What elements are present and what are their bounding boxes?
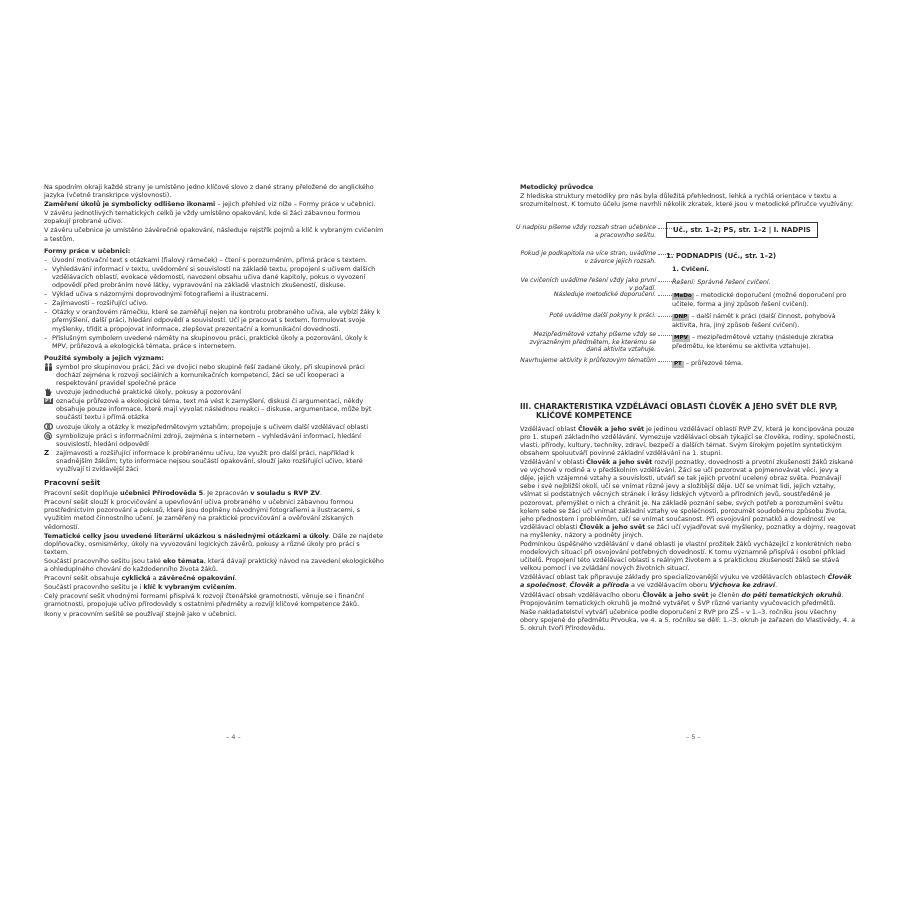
guide-heading: Metodický průvodce xyxy=(520,183,594,191)
list-item: – Příslušným symbolem uvedené náměty na skupinovou práci, praktické úkoly a pozorování, úkoly k MPV, průřezová a ekologická témata, práce s internetem. xyxy=(44,334,384,350)
symbol-row xyxy=(44,449,384,473)
practical-task-icon xyxy=(44,388,56,396)
section-heading: III. CHARAKTERISTIKA VZDĚLÁVACÍ OBLASTI ČLOVĚK A JEHO SVĚT DLE RVP, KLÍČOVÉ KOMPETENCE xyxy=(520,402,838,421)
guide-value-text: – další námět k práci (další činnost, pohybová aktivita, hra, jiný způsob řešení cvičení). xyxy=(672,312,836,329)
workbook-heading: Pracovní sešit xyxy=(44,478,101,488)
group-work-icon xyxy=(44,363,56,371)
pt-icon-label: PT xyxy=(45,398,52,405)
guide-value-text: – metodické doporučení (možné doporučení pro učitele, forma a jiný způsob řešení cvičení). xyxy=(672,291,847,308)
guide-value: 1. PODNADPIS (Uč., str. 1–2) xyxy=(666,252,777,261)
list-item: – Výklad učiva s názornými doprovodnými fotografiemi a ilustracemi. xyxy=(44,290,384,298)
workbook-paragraph: Ikony v pracovním sešitě se používají stejně jako v učebnici. xyxy=(44,609,237,618)
forms-heading: Formy práce v učebnici: xyxy=(44,246,131,255)
cross-curricular-pt-icon xyxy=(44,397,56,405)
guide-value xyxy=(672,291,862,308)
symbol-row xyxy=(44,397,384,421)
guide-value xyxy=(666,222,856,238)
workbook-paragraph: Pracovní sešit obsahuje cyklická a závěrečné opakování. xyxy=(44,574,237,583)
symbols-heading: Použité symboly a jejich význam: xyxy=(44,353,164,362)
guide-label: Ve cvičeních uvádíme řešení vždy jako první v pořadí. xyxy=(516,277,656,292)
symbol-description: symbol pro skupinovou práci, žáci ve dvojici nebo skupině řeší zadané úkoly, při skupinové práci dochází zejména k rozvoji sociálních a komunikačních kompetencí, žáci se učí kooperaci a respektování pravidel společné práce xyxy=(56,362,365,388)
symbol-description: uvozuje úkoly a otázky k mezipředmětovým vztahům, propojuje s učivem další vzdělávací oblasti xyxy=(56,422,369,431)
guide-value: 1. Cvičení. xyxy=(672,265,709,274)
workbook-paragraph: Pracovní sešit slouží k procvičování a upevňování učiva probraného v učebnici zábavnou formou prostřednictvím pozorování a pokusů, které jsou doplněny návodnými fotografiemi a ilustracemi, s využitím metod činnostního učení. Je zaměřený na praktické procvičování a ověřování získaných vědomostí. xyxy=(44,498,360,531)
intro-paragraph-1: Na spodním okraji každé strany je umístěno jedno klíčové slovo z dané strany přeložené do anglického jazyka (včetně transkripce výslovnosti). xyxy=(44,183,374,200)
guide-label: Následuje metodické doporučení. xyxy=(516,291,656,299)
list-item: – Úvodní motivační text s otázkami (fialový rámeček) – čtení s porozuměním, přímá práce s textem. xyxy=(44,256,384,264)
guide-label: Poté uvádíme další pokyny k práci. xyxy=(516,312,656,320)
workbook-paragraph: Tematické celky jsou uvedené literární ukázkou s následnými otázkami a úkoly. Dále ze najdete doplňovačky, osmisměrky, úkoly na vyvozování logických závěrů, pokusy a různé úkoly pro práci s textem. xyxy=(44,531,383,556)
guide-value-text: – mezipředmětové vztahy (následuje zkratka předmětu, ke kterému se aktivita vztahuje). xyxy=(672,333,834,350)
list-item: – Vyhledávání informací v textu, uvědomění si souvislostí na základě textu, propojení s učivem dalších vzdělávacích oblastí, evokace vědomostí, navození obsahu učiva dané kapitoly, pokus o vyvození odpovědí před probráním nové látky, vypravování na základě vlastních zkušeností, diskuse. xyxy=(44,265,384,289)
guide-label: Navrhujeme aktivity k průřezovým tématům xyxy=(516,357,656,365)
guide-legend xyxy=(516,212,856,390)
guide-value xyxy=(672,333,862,350)
section-paragraph: Vzdělávání v oblasti Člověk a jeho svět rozvíjí poznatky, dovednosti a prvotní zkušenosti žáků získané ve výchově v rodině a v předškolním vzdělávání. Žáci se učí pozorovat a pojmenovávat věci, jevy a děje, jejich vzájemné vztahy a souvislosti, utváří se tak jejich prvotní ucelený obraz světa. Poznávají sebe i své nejbližší okolí, učí se vnímat různé jevy a složitější děje. Učí se vnímat lidi, jejich vztahy, všímat si podstatných věcných stránek i krásy lidských výtvorů a přírodních jevů, soustředěně je pozorovat, přemýšlet o nich a chránit je. Na základě poznání sebe, svých potřeb a porozumění světu kolem sebe se žáci učí vnímat základní vztahy ve společnosti, porozumět soudobému způsobu života, jeho přednostem i problémům, učí se vnímat současnost. Při osvojování poznatků a dovedností ve vzdělávací oblasti Člověk a jeho svět se žáci učí vyjadřovat své myšlenky, poznatky a dojmy, reagovat na myšlenky, názory a podněty jiných. xyxy=(520,458,856,539)
tag-medo: MeDo xyxy=(674,293,692,300)
forms-list xyxy=(44,256,384,350)
workbook-paragraph: Součástí pracovního sešitu je i klíč k vybraným cvičením. xyxy=(44,583,237,592)
list-item: – Otázky v oranžovém rámečku, které se zaměřují nejen na kontrolu probraného učiva, ale vybízí žáky k přemýšlení, další práci, hledání odpovědí a souvislostí. Učí je pracovat s textem, formulovat svoje myšlenky, třídit a propojovat informace, zlepšovat prezentační a komunikační dovednosti. xyxy=(44,308,384,332)
guide-label: Pokud je podkapitola na více stran, uvádíme v závorce jejich rozsah. xyxy=(516,250,656,265)
symbol-row xyxy=(44,363,384,387)
intro-paragraph-3: V závěru jednotlivých tematických celků je vždy umístěno opakování, kde si žáci zábavnou formou zopakují probrané učivo. xyxy=(44,209,361,226)
guide-label: U nadpisu píšeme vždy rozsah stran učebnice a pracovního sešitu. xyxy=(516,224,656,239)
section-paragraph: Podmínkou úspěšného vzdělávání v dané oblasti je vlastní prožitek žáků vycházející z konkrétních nebo modelových situací při osvojování potřebných dovedností. K tomu významně přispívá i osobní příklad učitelů. Propojení této vzdělávací oblasti s reálným životem a s praktickou zkušeností žáků se stává velkou pomocí i ve zvládání nových životních situací. xyxy=(520,540,852,573)
guide-value: Řešení: Správné řešení cvičení. xyxy=(672,278,771,287)
guide-value xyxy=(672,359,862,368)
section-paragraph: Naše nakladatelství vytváří učebnice podle doporučení z RVP pro ZŠ – v 1.–3. ročníku jsou všechny obory spojené do předmětu Prvouka, ve 4. a 5. ročníku se dělí: 1.–3. okruh je zařazen do Vlastivědy, 4. a 5. okruh tvoří Přírodovědu. xyxy=(520,607,856,632)
page-number: – 5 – xyxy=(686,733,701,741)
symbol-row xyxy=(44,432,384,448)
intro-paragraph-4: V závěru učebnice je umístěno závěrečné opakování, následuje rejstřík pojmů a klíč k vybraným cvičením a testům. xyxy=(44,226,384,243)
workbook-paragraph: Součástí pracovního sešitu jsou také eko témata, která dávají praktický návod na zavedení ekologického a ohleduplného chování do každodenního života žáků. xyxy=(44,556,384,574)
guide-intro: Z hlediska struktury metodiky pro nás byla důležitá přehlednost, lehká a rychlá orientace v textu a srozumitelnost. K tomuto účelu jsme navrhli několik zkratek, které jsou v metodické příručce využívány: xyxy=(520,192,854,209)
symbol-row xyxy=(44,423,384,431)
right-page xyxy=(450,0,900,900)
section-paragraph: Vzdělávací oblast Člověk a jeho svět je jedinou vzdělávací oblastí RVP ZV, která je koncipována pouze pro 1. stupeň základního vzdělávání. Vymezuje vzdělávací obsah týkající se člověka, rodiny, společnosti, vlasti, přírody, kultury, techniky, zdraví, bezpečí a dalších témat. Svým širokým pojetím syntetickým obsahem spoluutváří povinné základní vzdělávání na 1. stupni. xyxy=(520,424,856,457)
workbook-paragraph: Pracovní sešit doplňuje učebnici Přírodověda 5. Je zpracován v souladu s RVP ZV. xyxy=(44,489,322,498)
symbol-description: symbolizuje práci s informačními zdroji, zejména s internetem – vyhledávání informací, hledání souvislostí, hledání odpovědí xyxy=(56,431,361,448)
tag-pt: PT xyxy=(674,361,682,368)
heading-example-box: Uč., str. 1–2; PS, str. 1–2 | I. NADPIS xyxy=(666,222,818,238)
section-paragraph: Vzdělávací obsah vzdělávacího oboru Člověk a jeho svět je členěn do pěti tematických okruhů. Propojováním tematických okruhů je možné vytvářet v ŠVP různé varianty vyučovacích předmětů. xyxy=(520,590,844,607)
tag-dnp: DNP xyxy=(674,314,688,321)
guide-label: Mezipředmětové vztahy píšeme vždy se zvýrazněným předmětem, ke kterému se daná aktivita vztahuje. xyxy=(516,331,656,354)
symbol-description: označuje průřezové a ekologické téma, text má vést k zamyšlení, diskusi či argumentaci, někdy obsahuje pouze informace, které mají vyvolat následnou reakci – diskuse, argumentace, může být součástí textu i přímá otázka xyxy=(56,397,372,422)
workbook-paragraph: Celý pracovní sešit vhodnými formami přispívá k rozvoji čtenářské gramotnosti, věnuje se i finanční gramotnosti, propojuje učivo přírodovědy s ostatními předměty a rozvíjí klíčové kompetence žáků. xyxy=(44,592,364,609)
symbol-description: zajímavosti a rozšiřující informace k probíranému učivu, lze využít pro další práci, například k snadnějším žákům; tyto informace nejsou součástí opakování, slouží jako rozšiřující učivo, které využívají ti zvídavější žáci xyxy=(56,448,363,473)
tag-mpv: MPV xyxy=(674,335,688,342)
list-item: – Zajímavosti – rozšiřující učivo. xyxy=(44,299,384,307)
right-text-column xyxy=(516,183,856,633)
guide-value xyxy=(672,312,862,329)
intro-paragraph-2: Zaměření úkolů je symbolicky odlišeno ikonami – jejich přehled viz níže – Formy práce v učebnici. xyxy=(44,200,376,209)
section-paragraph: Vzdělávací oblast tak připravuje základy pro specializovanější výuku ve vzdělávacích oblastech Člověk a společnost, Člověk a příroda a ve vzdělávacím oboru Výchova ke zdraví. xyxy=(520,573,852,590)
left-text-column xyxy=(44,183,384,619)
symbol-row xyxy=(44,388,384,396)
internet-icon xyxy=(44,432,56,440)
extension-z-icon: Z xyxy=(44,448,50,457)
page-number: – 4 – xyxy=(226,733,241,741)
intro-bold-lead: Zaměření úkolů je symbolicky odlišeno ikonami xyxy=(44,200,216,209)
interdisciplinary-link-icon xyxy=(44,423,56,431)
symbol-description: uvozuje jednoduché praktické úkoly, pokusy a pozorování xyxy=(56,388,242,397)
guide-value-text: – průřezové téma. xyxy=(685,359,743,368)
